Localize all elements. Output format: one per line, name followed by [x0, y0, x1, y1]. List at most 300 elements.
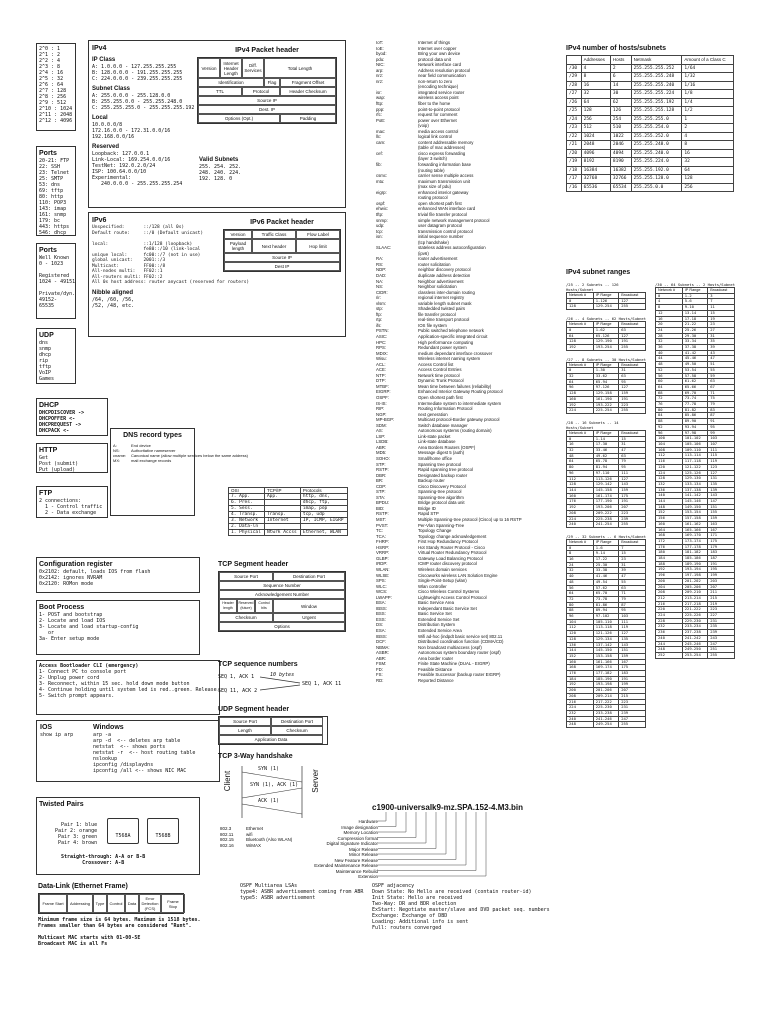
- table-cell: 192: [567, 344, 594, 350]
- table-cell: 216: [656, 601, 683, 607]
- hdr-cell: Source IP: [198, 96, 336, 105]
- hdr-cell: Header length: [219, 599, 237, 613]
- table-cell: 30: [610, 90, 631, 99]
- table-cell: 37-38: [682, 345, 707, 351]
- list-item: 2^4 : 16: [39, 70, 64, 76]
- list-item: LSDB: Link-state database: [376, 439, 456, 445]
- table-cell: 14: [610, 81, 631, 90]
- table-cell: 35: [708, 339, 735, 345]
- table-cell: /21: [567, 141, 582, 150]
- table-cell: 64: [656, 384, 683, 390]
- nibble-list: [92, 297, 342, 309]
- table-cell: 175: [708, 538, 735, 544]
- table-cell: 113-118: [593, 625, 618, 631]
- table-cell: /28: [567, 81, 582, 90]
- table-cell: 233-234: [682, 624, 707, 630]
- list-item: RSTP: Rapid spanning tree protocol: [376, 467, 473, 473]
- list-item: 802.16 WiMAX: [220, 842, 261, 848]
- table-cell: 129-130: [682, 476, 707, 482]
- datalink-title: Data-Link (Ethernet Frame): [38, 883, 128, 890]
- table-cell: 71: [619, 591, 646, 597]
- list-item: PoE: power over Ethernet: [376, 117, 457, 123]
- hdr-cell: Source Port: [219, 717, 271, 726]
- list-item: 3- Locate and load startup-config: [39, 624, 139, 630]
- list-item: 49152-: [39, 297, 58, 303]
- table-cell: 8: [581, 73, 610, 82]
- list-item: ftp: file transfer protocol: [376, 311, 456, 317]
- list-item: Major Release: [348, 846, 378, 852]
- list-item: /52, /48, etc.: [92, 302, 135, 309]
- table-cell: 248: [567, 722, 594, 728]
- list-item: HPC: High performance computing: [376, 339, 474, 345]
- table-cell: 1-14: [593, 436, 618, 442]
- list-item: Compression format: [337, 835, 378, 841]
- list-item: MDIX: medium dependant interface crossover: [376, 350, 493, 356]
- table-cell: 8: [567, 551, 594, 557]
- list-item: Multicast: FF00::/8: [92, 263, 166, 269]
- table-cell: Internet: [264, 518, 300, 524]
- list-item: global unicast: 2001::/3: [92, 258, 166, 263]
- table-cell: 209-210: [682, 590, 707, 596]
- list-item: (tcp handshake): [418, 239, 449, 245]
- table-cell: 95: [619, 465, 646, 471]
- reserved-title: Reserved: [92, 144, 120, 150]
- datalink-notes: [38, 917, 268, 947]
- list-item: NGP: next generation: [376, 411, 448, 417]
- list-item: routing protocol: [418, 195, 448, 201]
- list-item: Get: [39, 455, 49, 461]
- t568b-label: T568B: [155, 833, 171, 839]
- table-cell: 1024: [581, 132, 610, 141]
- table-cell: 215: [619, 693, 646, 699]
- table-cell: 8190: [610, 158, 631, 167]
- table-cell: 55: [708, 367, 735, 373]
- list-item: arp: Address resolution protocol: [376, 67, 471, 73]
- nibble-title: Nibble aligned: [92, 289, 134, 296]
- table-cell: 129-158: [593, 391, 618, 397]
- table-cell: 227: [708, 613, 735, 619]
- table-cell: 224: [567, 516, 594, 522]
- table-cell: 73-74: [682, 396, 707, 402]
- list-item: fib: forwarding information base: [376, 162, 472, 168]
- table-cell: 11: [708, 305, 735, 311]
- list-item: SPS: Single-Point-Setup (wlan): [376, 578, 467, 584]
- table-cell: 184: [656, 556, 683, 562]
- table-cell: 155: [708, 510, 735, 516]
- list-item: TestNet: 192.0.2.0/24: [92, 163, 156, 169]
- list-item: All-nodes multi: FF02::1: [92, 269, 163, 274]
- list-item: 161: snmp: [39, 212, 67, 218]
- table-cell: 57-58: [682, 373, 707, 379]
- table-row: [567, 304, 646, 310]
- list-item: OSPF: Open shortest path first: [376, 395, 463, 400]
- list-item: ipconfig /all <-- shows NIC MAC: [93, 768, 187, 774]
- table-cell: 6: [610, 73, 631, 82]
- table-cell: 129-254: [593, 304, 618, 310]
- table-cell: 32: [567, 374, 594, 380]
- table-cell: 20: [656, 322, 683, 328]
- table-cell: 144: [656, 499, 683, 505]
- table-cell: 144: [567, 487, 594, 493]
- table-cell: 32: [567, 448, 594, 454]
- list-item: SOHO: Small/home office: [376, 456, 453, 462]
- list-item: TC: Topology Change: [376, 528, 452, 534]
- table-cell: 62: [610, 98, 631, 107]
- list-item: 179: bc: [39, 218, 61, 224]
- list-item: isn: initial sequence number: [376, 234, 464, 240]
- table-cell: Broadcast: [708, 288, 735, 294]
- table-cell: 44: [656, 356, 683, 362]
- table-cell: Transp.: [264, 512, 300, 518]
- list-item: NBMA: Non broadcast multiaccess (ospf): [376, 644, 482, 650]
- table-cell: 16384: [581, 166, 610, 175]
- table-cell: 240: [656, 635, 683, 641]
- table-cell: 96: [567, 470, 594, 476]
- table-cell: 177-182: [593, 671, 618, 677]
- list-item: dns: [39, 340, 49, 346]
- list-item: A: 1.0.0.0 - 127.255.255.255: [92, 64, 177, 70]
- table-cell: /23: [567, 124, 582, 133]
- table-cell: 127: [619, 333, 646, 339]
- list-item: llc: logical link control: [376, 134, 452, 140]
- table-cell: 113-126: [593, 476, 618, 482]
- table-cell: 99: [708, 430, 735, 436]
- table-row: [656, 653, 735, 659]
- table-cell: dhcp, ftp,: [300, 500, 347, 506]
- leader-line: [378, 812, 476, 871]
- table-cell: 12: [656, 310, 683, 316]
- ipv6-box: [88, 212, 346, 337]
- list-item: AS: Autonomous systems (routing domain): [376, 428, 492, 434]
- ftp-box: [36, 486, 108, 518]
- subnet-range-s27: [566, 357, 646, 414]
- table-cell: 510: [610, 124, 631, 133]
- table-cell: 212: [656, 595, 683, 601]
- table-cell: 229-230: [682, 618, 707, 624]
- list-item: 192. 128. 0: [199, 176, 233, 182]
- table-cell: 127: [619, 631, 646, 637]
- table-cell: 65-78: [593, 459, 618, 465]
- table-cell: 247: [708, 641, 735, 647]
- table-cell: 120: [656, 464, 683, 470]
- list-item: Frames smaller than 64 bytes are considered "Runt".: [38, 923, 192, 929]
- list-item: Two-Way: DR and BDR election: [372, 901, 457, 907]
- list-item: 0 - 1023: [39, 261, 64, 267]
- table-cell: 63: [619, 585, 646, 591]
- table-cell: 128: [567, 304, 594, 310]
- list-item: 2 - Data exchange: [39, 510, 97, 516]
- list-item: 80: http: [39, 194, 64, 200]
- list-item: 1- Connect PC to console port: [39, 669, 127, 675]
- table-cell: 16: [567, 442, 594, 448]
- table-cell: http, dns,: [300, 494, 347, 500]
- table-cell: IP Range: [593, 293, 618, 299]
- list-item: RPS: Redundant power system: [376, 345, 467, 351]
- table-cell: 33-62: [593, 374, 618, 380]
- table-cell: /20: [567, 149, 582, 158]
- list-item: 2^12 : 4096: [39, 118, 73, 124]
- list-item: Broadcast MAC is all Fs: [38, 941, 108, 947]
- table-cell: 196: [656, 573, 683, 579]
- table-cell: 8: [656, 305, 683, 311]
- table-cell: 111: [708, 447, 735, 453]
- adj-title: OSPF adjacency: [372, 883, 415, 889]
- table-cell: 64: [581, 98, 610, 107]
- table-cell: 4: [682, 132, 734, 141]
- table-cell: 69-70: [682, 390, 707, 396]
- table-row: [567, 149, 734, 158]
- table-cell: Netmask: [631, 56, 682, 65]
- table-cell: 64: [567, 591, 594, 597]
- table-cell: 153-158: [593, 653, 618, 659]
- list-item: 22: SSH: [39, 164, 61, 170]
- table-cell: 175: [619, 665, 646, 671]
- table-cell: 223: [708, 607, 735, 613]
- table-cell: /19: [567, 158, 582, 167]
- hdr-cell: Protocol: [242, 87, 280, 96]
- table-cell: 73-78: [593, 596, 618, 602]
- ios-image-leaders: [378, 812, 498, 882]
- table-cell: 63: [619, 327, 646, 333]
- config-box: [36, 557, 200, 593]
- table-cell: 147: [708, 499, 735, 505]
- table-cell: 61-62: [682, 379, 707, 385]
- table-cell: 17-22: [593, 557, 618, 563]
- list-item: BID: Bridge ID: [376, 505, 436, 511]
- table-cell: 17-18: [682, 316, 707, 322]
- range-title: /29 -- 32 Subnets -- 6 Hosts/Subnet: [566, 533, 647, 539]
- range-title: /25 -- 2 Subnets -- 126 Hosts/Subnet: [566, 282, 619, 292]
- list-item: Exchange: Exchange of DBD: [372, 913, 448, 919]
- table-cell: 176: [567, 499, 594, 505]
- list-item: STP: Spanning-tree protocol: [376, 489, 462, 495]
- table-cell: 173-174: [682, 538, 707, 544]
- list-item: LSP: Link-state packet: [376, 433, 451, 439]
- table-cell: 16: [682, 149, 734, 158]
- lsa-title: OSPF Multiarea LSAs: [240, 883, 298, 889]
- table-cell: 1. Physical: [229, 530, 265, 536]
- hosts-table: [566, 55, 734, 192]
- tcp-header-section: [218, 560, 346, 632]
- list-item: 2^0 : 1: [39, 46, 61, 52]
- table-cell: 16: [581, 81, 610, 90]
- list-item: IoT: Internet of things: [376, 40, 451, 45]
- hdr-cell: Checksum: [271, 726, 323, 735]
- table-cell: 104: [567, 619, 594, 625]
- table-cell: 133-134: [682, 481, 707, 487]
- list-item: MX: mail exchange records: [113, 458, 172, 463]
- list-item: ipconfig /displaydns: [93, 762, 154, 768]
- table-cell: 179: [708, 544, 735, 550]
- table-cell: 47: [619, 574, 646, 580]
- list-item: Wisu: Wireless internet naming system: [376, 356, 481, 362]
- table-cell: 168: [567, 665, 594, 671]
- list-item: Put (upload): [39, 467, 76, 473]
- table-cell: 80: [567, 465, 594, 471]
- list-item: 5- Switch prompt appears.: [39, 693, 115, 699]
- list-item: DHCPACK <-: [39, 428, 70, 434]
- table-cell: 251: [708, 647, 735, 653]
- list-item: 65535: [39, 303, 55, 309]
- table-cell: 255.255.240.0: [631, 149, 682, 158]
- ios-windows-box: [36, 720, 220, 782]
- list-item: ESS: Extended Service Set: [376, 616, 460, 622]
- table-cell: 512: [581, 124, 610, 133]
- table-cell: 187: [708, 556, 735, 562]
- udp-header-section: [218, 705, 328, 745]
- list-item: (ipv6): [418, 250, 429, 256]
- table-cell: 65-70: [593, 591, 618, 597]
- table-row: [567, 344, 646, 350]
- list-item: 192.168.0.0/16: [92, 134, 135, 140]
- table-cell: 151: [619, 648, 646, 654]
- table-cell: /17: [567, 175, 582, 184]
- lsa-list: [240, 889, 363, 901]
- list-item: ASBR: Autonomous system boundary router (ospf): [376, 650, 501, 656]
- list-item: FHRP: First Hop Redundancy Protocol: [376, 539, 478, 545]
- table-cell: 15: [619, 436, 646, 442]
- frame-cell: Type: [93, 894, 107, 913]
- hdr-cell: Traffic Class: [252, 230, 296, 239]
- table-cell: 241-246: [593, 716, 618, 722]
- table-cell: 153-154: [682, 510, 707, 516]
- list-item: cam: content addressable memory: [376, 139, 474, 145]
- list-item: C: 255.255.255.0 - 255.255.255.192: [92, 105, 195, 111]
- list-item: unique local: fc00::/7 (not in use): [92, 252, 201, 258]
- table-cell: 97-102: [593, 614, 618, 620]
- ios-image-labels: [300, 819, 378, 880]
- table-cell: 225-254: [593, 408, 618, 414]
- table-cell: 192: [567, 682, 594, 688]
- list-item: Loading: Additional info is sent: [372, 919, 469, 925]
- table-row: [567, 722, 646, 728]
- list-item: (table of mac addresses): [418, 145, 466, 151]
- table-cell: 76: [656, 402, 683, 408]
- table-cell: 1/32: [682, 73, 734, 82]
- ipv4-header-grid: [197, 57, 337, 124]
- list-item: Hardware: [358, 819, 378, 824]
- hosts-section: [566, 44, 736, 192]
- table-cell: 128: [567, 636, 594, 642]
- list-item: rtp: real-time transport protocol: [376, 317, 470, 323]
- list-item: snmp: simple network management protocol: [376, 217, 490, 223]
- tcpseq-title: TCP sequence numbers: [218, 661, 298, 668]
- table-cell: 126: [610, 107, 631, 116]
- list-item: ESA: Extended Service Area: [376, 627, 462, 633]
- list-item: DCF: Distributed coordination function (CDMA/CD): [376, 639, 504, 645]
- table-cell: 88: [567, 608, 594, 614]
- table-cell: /16: [567, 183, 582, 192]
- table-cell: 79: [708, 402, 735, 408]
- table-cell: 97-110: [593, 470, 618, 476]
- list-item: B: 255.255.0.0 - 255.255.248.0: [92, 99, 183, 105]
- list-item: DS: Distribution System: [376, 622, 456, 628]
- list-item: IBSS: Independant Basic Service Set: [376, 605, 477, 611]
- hdr-cell: Flag: [264, 78, 280, 87]
- table-cell: 111: [619, 470, 646, 476]
- table-cell: 208: [656, 590, 683, 596]
- ports-list: [39, 158, 73, 236]
- table-cell: TCP/IP: [264, 488, 300, 494]
- table-cell: IP Range: [682, 288, 707, 294]
- ios-image-name: c1900-universalk9-mz.SPA.152-4.M3.bin: [372, 803, 524, 812]
- table-cell: 220: [656, 607, 683, 613]
- table-cell: 159: [708, 516, 735, 522]
- table-cell: 15: [708, 310, 735, 316]
- list-item: 1 - Control traffic: [39, 504, 103, 510]
- table-cell: Ethernet, WLAN: [300, 530, 347, 536]
- seq-c: SEQ 11, ACK 2: [218, 688, 258, 694]
- table-cell: 137-142: [593, 642, 618, 648]
- table-cell: 127: [619, 476, 646, 482]
- list-item: IS-IS: Intermediate system to intermediate system: [376, 400, 502, 406]
- table-cell: /24: [567, 115, 582, 124]
- list-item: cname: Canonical name (allow multiple services below the same address): [113, 453, 248, 458]
- table-cell: 111: [619, 619, 646, 625]
- table-cell: 136: [656, 487, 683, 493]
- table-cell: 84: [656, 413, 683, 419]
- list-item: 0x2102: default, loads IOS from flash: [39, 569, 151, 575]
- table-row: [567, 408, 646, 414]
- list-item: New Feature Release: [334, 857, 378, 863]
- table-cell: Ntwrk Accss: [264, 530, 300, 536]
- table-cell: 5-6: [682, 299, 707, 305]
- table-cell: 160: [567, 396, 594, 402]
- table-cell: 237-238: [682, 630, 707, 636]
- table-cell: 95: [619, 608, 646, 614]
- table-cell: 128: [581, 107, 610, 116]
- table-cell: 127: [619, 298, 646, 304]
- list-item: or: [39, 630, 55, 636]
- tcp-seq-section: [218, 660, 348, 700]
- list-item: 2^11 : 2048: [39, 112, 73, 118]
- list-item: nslookup: [93, 756, 118, 762]
- t568b-connector: [147, 818, 179, 844]
- hdr-cell: Options (Opt.): [198, 114, 280, 123]
- list-item: cef: cisco express forwarding: [376, 150, 466, 156]
- list-item: ACE: Access Control Entries: [376, 367, 462, 373]
- hdr-cell: Internet Header Length: [220, 58, 242, 78]
- table-cell: 143: [619, 482, 646, 488]
- table-cell: 24: [567, 562, 594, 568]
- table-cell: 205-206: [682, 584, 707, 590]
- list-item: A: End device: [113, 443, 151, 448]
- table-cell: 136: [567, 642, 594, 648]
- twisted-title: Twisted Pairs: [39, 801, 84, 808]
- table-cell: 24: [656, 327, 683, 333]
- list-item: rir: regional internet registry: [376, 295, 465, 301]
- access-list: [39, 669, 220, 699]
- table-cell: 48: [656, 362, 683, 368]
- list-item: (voip): [418, 123, 429, 129]
- list-item: Private/dyn.: [39, 291, 76, 297]
- list-item: local: ::1/128 (loopback): [92, 241, 193, 247]
- hdr-cell: Length: [219, 726, 271, 735]
- table-cell: 95: [708, 424, 735, 430]
- table-cell: 233-238: [593, 711, 618, 717]
- udp-title: UDP: [39, 332, 54, 339]
- table-cell: 167: [708, 527, 735, 533]
- list-item: Unspecified: ::/128 (all 0s): [92, 225, 185, 230]
- table-cell: 1-2: [682, 293, 707, 299]
- table-cell: 191: [619, 499, 646, 505]
- frame-grid: [38, 893, 184, 914]
- table-cell: 255.255.224.0: [631, 158, 682, 167]
- table-cell: 221-222: [682, 607, 707, 613]
- table-cell: 1-30: [593, 368, 618, 374]
- table-cell: 159: [619, 391, 646, 397]
- list-item: Down State: No Hello are received (contain router-id): [372, 889, 532, 895]
